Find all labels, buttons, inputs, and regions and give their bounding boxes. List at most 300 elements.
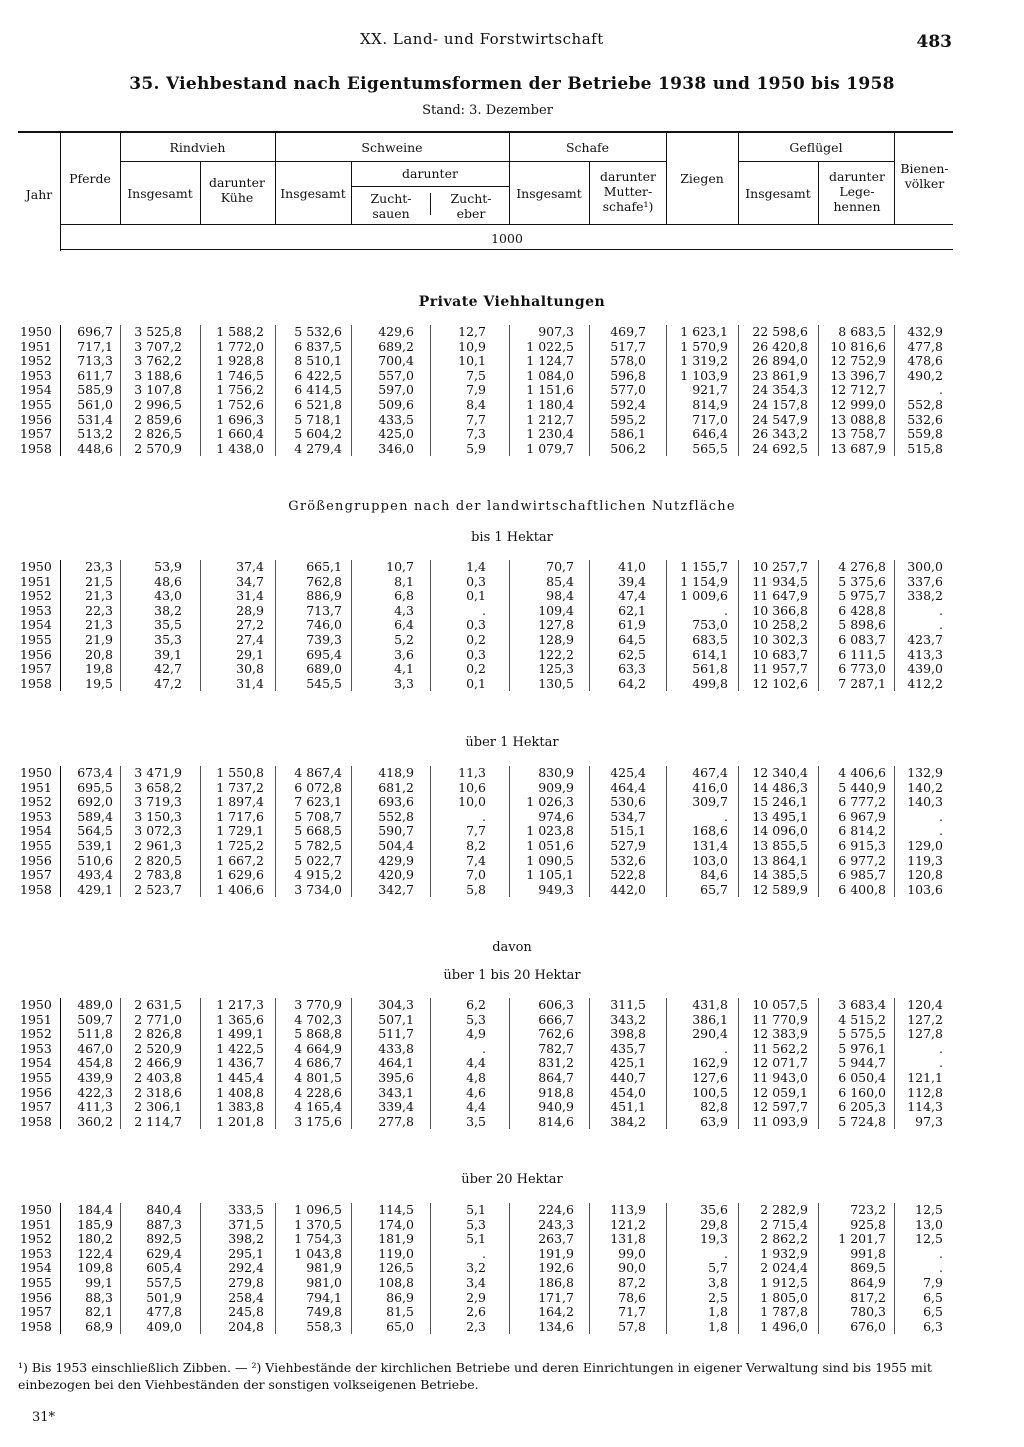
cell-schw-zuchteber: 7,9 [466,382,486,398]
cell-schw-zuchtsauen: 509,6 [378,396,414,412]
cell-jahr: 1952 [20,588,52,604]
cell-pferde: 411,3 [77,1099,113,1115]
cell-pferde: 422,3 [77,1084,113,1100]
cell-gef-legehennen: 6 428,8 [838,602,886,618]
cell-schw-zuchtsauen: 429,6 [378,324,414,339]
cell-pferde: 713,3 [77,353,113,369]
table-row [18,795,953,810]
cell-gef-insgesamt: 11 957,7 [752,661,808,677]
cell-ziegen: 561,8 [692,661,728,677]
cell-schw-zuchtsauen: 420,9 [378,867,414,883]
cell-schafe-mutterschafe: 87,2 [618,1274,646,1290]
table-row [18,1218,953,1233]
cell-bienenvoelker: 532,6 [907,411,943,427]
cell-jahr: 1951 [20,338,52,354]
cell-schw-insgesamt: 746,0 [306,617,342,633]
cell-schafe-mutterschafe: 515,1 [610,823,646,839]
cell-rind-insgesamt: 2 520,9 [134,1040,182,1056]
cell-rind-insgesamt: 2 771,0 [134,1011,182,1027]
cell-schafe-insgesamt: 85,4 [546,573,574,589]
cell-bienenvoelker: 12,5 [915,1202,943,1217]
cell-gef-insgesamt: 2 024,4 [760,1260,808,1276]
cell-schafe-mutterschafe: 78,6 [618,1289,646,1305]
table-row [18,1027,953,1042]
cell-bienenvoelker: . [939,808,943,824]
col-rind-insgesamt: Insgesamt [127,186,193,201]
cell-schw-zuchteber: 0,3 [466,573,486,589]
cell-gef-insgesamt: 10 302,3 [752,631,808,647]
cell-jahr: 1955 [20,1274,52,1290]
cell-schw-zuchtsauen: 181,9 [378,1231,414,1247]
cell-bienenvoelker: 515,8 [907,440,943,456]
col-bienenvoelker: Bienen- völker [900,161,949,191]
cell-gef-legehennen: 6 160,0 [838,1084,886,1100]
unit-label: 1000 [491,231,523,246]
cell-rind-insgesamt: 557,5 [146,1274,182,1290]
cell-pferde: 695,5 [77,779,113,795]
cell-schw-zuchteber: 3,5 [466,1113,486,1129]
col-schw-insgesamt: Insgesamt [280,186,346,201]
cell-pferde: 184,4 [77,1202,113,1217]
cell-bienenvoelker: 6,5 [923,1289,943,1305]
cell-gef-legehennen: 6 050,4 [838,1069,886,1085]
table-row [18,1232,953,1247]
cell-schafe-insgesamt: 1 084,0 [526,367,574,383]
header-divider [430,193,431,215]
cell-schw-zuchtsauen: 504,4 [378,837,414,853]
cell-rind-insgesamt: 887,3 [146,1216,182,1232]
cell-gef-insgesamt: 12 597,7 [752,1099,808,1115]
cell-rind-insgesamt: 2 826,8 [134,1026,182,1042]
header-divider [894,131,895,224]
cell-ziegen: . [724,602,728,618]
cell-schafe-mutterschafe: 57,8 [618,1318,646,1334]
table-row [18,824,953,839]
cell-gef-insgesamt: 26 420,8 [752,338,808,354]
cell-rind-insgesamt: 2 859,6 [134,411,182,427]
cell-schafe-insgesamt: 1 051,6 [526,837,574,853]
cell-schw-zuchtsauen: 277,8 [378,1113,414,1129]
cell-schw-zuchtsauen: 108,8 [378,1274,414,1290]
cell-bienenvoelker: 477,8 [907,338,943,354]
cell-gef-legehennen: 6 111,5 [838,646,886,662]
cell-jahr: 1952 [20,1231,52,1247]
cell-jahr: 1956 [20,411,52,427]
cell-schw-zuchteber: 6,2 [466,997,486,1012]
cell-schw-zuchteber: 4,9 [466,1026,486,1042]
cell-schw-insgesamt: 665,1 [306,559,342,574]
cell-rind-kuehe: 204,8 [228,1318,264,1334]
cell-schw-zuchteber: 0,1 [466,588,486,604]
cell-pferde: 21,3 [85,617,113,633]
cell-ziegen: 19,3 [700,1231,728,1247]
cell-schw-zuchtsauen: 339,4 [378,1099,414,1115]
cell-schw-zuchteber: 3,2 [466,1260,486,1276]
cell-gef-insgesamt: 24 354,3 [752,382,808,398]
cell-schw-zuchtsauen: 681,2 [378,779,414,795]
cell-schw-zuchtsauen: 700,4 [378,353,414,369]
cell-rind-insgesamt: 3 719,3 [134,794,182,810]
cell-pferde: 589,4 [77,808,113,824]
cell-gef-insgesamt: 13 495,1 [752,808,808,824]
cell-ziegen: . [724,1245,728,1261]
cell-pferde: 454,8 [77,1055,113,1071]
cell-schw-insgesamt: 3 734,0 [294,881,342,897]
cell-rind-insgesamt: 3 150,3 [134,808,182,824]
cell-bienenvoelker: 120,8 [907,867,943,883]
table-row [18,560,953,575]
cell-pferde: 493,4 [77,867,113,883]
cell-pferde: 360,2 [77,1113,113,1129]
cell-gef-legehennen: 6 777,2 [838,794,886,810]
table-row [18,383,953,398]
cell-ziegen: 162,9 [692,1055,728,1071]
table-row [18,839,953,854]
cell-rind-insgesamt: 501,9 [146,1289,182,1305]
cell-schafe-insgesamt: 666,7 [538,1011,574,1027]
cell-gef-legehennen: 12 752,9 [830,353,886,369]
table-row [18,1276,953,1291]
cell-pferde: 21,3 [85,588,113,604]
cell-gef-legehennen: 12 712,7 [830,382,886,398]
cell-pferde: 509,7 [77,1011,113,1027]
cell-schafe-mutterschafe: 577,0 [610,382,646,398]
cell-schw-insgesamt: 762,8 [306,573,342,589]
cell-schw-zuchtsauen: 4,3 [394,602,414,618]
table-row [18,1086,953,1101]
header-group-rule [120,161,275,162]
cell-rind-insgesamt: 2 826,5 [134,426,182,442]
col-schw-zuchtsauen: Zucht- sauen [370,191,412,221]
cell-schafe-mutterschafe: 62,1 [618,602,646,618]
table-row [18,369,953,384]
cell-schw-zuchtsauen: 689,2 [378,338,414,354]
table-row [18,604,953,619]
cell-gef-legehennen: 6 205,3 [838,1099,886,1115]
cell-pferde: 673,4 [77,765,113,780]
cell-jahr: 1954 [20,1055,52,1071]
cell-gef-insgesamt: 12 589,9 [752,881,808,897]
cell-schafe-mutterschafe: 41,0 [618,559,646,574]
cell-bienenvoelker: . [939,1040,943,1056]
cell-gef-legehennen: 13 687,9 [830,440,886,456]
cell-schafe-mutterschafe: 311,5 [610,997,646,1012]
cell-rind-insgesamt: 3 525,8 [134,324,182,339]
cell-rind-insgesamt: 629,4 [146,1245,182,1261]
cell-rind-insgesamt: 840,4 [146,1202,182,1217]
cell-ziegen: 416,0 [692,779,728,795]
cell-gef-insgesamt: 1 912,5 [760,1274,808,1290]
header-group-rule [275,161,509,162]
cell-gef-insgesamt: 1 496,0 [760,1318,808,1334]
cell-schw-zuchtsauen: 507,1 [378,1011,414,1027]
cell-gef-insgesamt: 14 096,0 [752,823,808,839]
cell-gef-insgesamt: 11 770,9 [752,1011,808,1027]
cell-schw-zuchteber: 1,4 [466,559,486,574]
cell-schafe-mutterschafe: 517,7 [610,338,646,354]
cell-gef-legehennen: 13 088,8 [830,411,886,427]
cell-schw-zuchtsauen: 693,6 [378,794,414,810]
page-number: 483 [916,32,952,52]
cell-schw-insgesamt: 3 175,6 [294,1113,342,1129]
header-divider [818,161,819,224]
cell-ziegen: 467,4 [692,765,728,780]
cell-rind-insgesamt: 2 318,6 [134,1084,182,1100]
data-block [18,560,953,691]
cell-schw-zuchteber: 0,3 [466,617,486,633]
cell-bienenvoelker: . [939,382,943,398]
cell-rind-kuehe: 34,7 [236,573,264,589]
cell-jahr: 1954 [20,1260,52,1276]
cell-schw-insgesamt: 689,0 [306,661,342,677]
cell-pferde: 717,1 [77,338,113,354]
cell-gef-legehennen: 1 201,7 [838,1231,886,1247]
cell-schw-zuchtsauen: 464,1 [378,1055,414,1071]
table-row [18,354,953,369]
cell-schafe-insgesamt: 98,4 [546,588,574,604]
cell-schafe-insgesamt: 1 230,4 [526,426,574,442]
table-row [18,1247,953,1262]
cell-gef-legehennen: 8 683,5 [838,324,886,339]
cell-jahr: 1950 [20,765,52,780]
cell-gef-insgesamt: 12 383,9 [752,1026,808,1042]
cell-gef-legehennen: 676,0 [850,1318,886,1334]
cell-schafe-insgesamt: 1 124,7 [526,353,574,369]
cell-rind-kuehe: 1 725,2 [216,837,264,853]
table-title: 35. Viehbestand nach Eigentumsformen der Betriebe 1938 und 1950 bis 1958 [129,74,895,94]
cell-schw-insgesamt: 545,5 [306,675,342,691]
cell-schafe-insgesamt: 130,5 [538,675,574,691]
section-title: Private Viehhaltungen [418,294,606,310]
cell-schw-zuchteber: 10,6 [458,779,486,795]
cell-schw-insgesamt: 3 770,9 [294,997,342,1012]
cell-schw-insgesamt: 4 801,5 [294,1069,342,1085]
cell-schafe-insgesamt: 122,2 [538,646,574,662]
cell-rind-insgesamt: 2 570,9 [134,440,182,456]
cell-rind-insgesamt: 409,0 [146,1318,182,1334]
cell-rind-insgesamt: 35,5 [154,617,182,633]
cell-bienenvoelker: . [939,823,943,839]
cell-schafe-mutterschafe: 113,9 [610,1202,646,1217]
cell-gef-insgesamt: 12 059,1 [752,1084,808,1100]
cell-rind-insgesamt: 3 658,2 [134,779,182,795]
cell-gef-legehennen: 5 375,6 [838,573,886,589]
cell-schafe-insgesamt: 109,4 [538,602,574,618]
cell-schw-zuchtsauen: 433,8 [378,1040,414,1056]
cell-schw-zuchteber: 7,7 [466,823,486,839]
col-rindvieh: Rindvieh [169,140,226,155]
cell-pferde: 99,1 [85,1274,113,1290]
cell-gef-insgesamt: 14 486,3 [752,779,808,795]
cell-bienenvoelker: 559,8 [907,426,943,442]
cell-rind-insgesamt: 3 107,8 [134,382,182,398]
header-bottom-rule [61,249,953,250]
header-group-rule [509,161,666,162]
cell-gef-legehennen: 4 406,6 [838,765,886,780]
cell-rind-insgesamt: 3 188,6 [134,367,182,383]
cell-schafe-mutterschafe: 61,9 [618,617,646,633]
cell-bienenvoelker: 439,0 [907,661,943,677]
cell-ziegen: 431,8 [692,997,728,1012]
table-row [18,1320,953,1335]
cell-bienenvoelker: 127,2 [907,1011,943,1027]
cell-ziegen: 921,7 [692,382,728,398]
cell-gef-insgesamt: 11 943,0 [752,1069,808,1085]
cell-pferde: 564,5 [77,823,113,839]
cell-rind-kuehe: 1 550,8 [216,765,264,780]
cell-ziegen: 499,8 [692,675,728,691]
col-gefluegel: Geflügel [789,140,843,155]
cell-schafe-insgesamt: 224,6 [538,1202,574,1217]
cell-gef-legehennen: 5 724,8 [838,1113,886,1129]
cell-ziegen: 753,0 [692,617,728,633]
cell-schw-insgesamt: 4 867,4 [294,765,342,780]
cell-pferde: 23,3 [85,559,113,574]
cell-schafe-insgesamt: 164,2 [538,1304,574,1320]
cell-bienenvoelker: . [939,1245,943,1261]
cell-schw-zuchteber: . [482,1040,486,1056]
cell-pferde: 429,1 [77,881,113,897]
cell-schw-zuchteber: . [482,602,486,618]
section-title: bis 1 Hektar [471,530,553,545]
cell-schafe-mutterschafe: 596,8 [610,367,646,383]
cell-schafe-insgesamt: 1 105,1 [526,867,574,883]
cell-gef-insgesamt: 24 692,5 [752,440,808,456]
cell-schafe-mutterschafe: 47,4 [618,588,646,604]
cell-schafe-mutterschafe: 63,3 [618,661,646,677]
cell-pferde: 109,8 [77,1260,113,1276]
table-row [18,883,953,898]
cell-schafe-insgesamt: 263,7 [538,1231,574,1247]
cell-pferde: 68,9 [85,1318,113,1334]
cell-schafe-insgesamt: 782,7 [538,1040,574,1056]
cell-ziegen: 65,7 [700,881,728,897]
cell-schafe-mutterschafe: 506,2 [610,440,646,456]
cell-schafe-insgesamt: 243,3 [538,1216,574,1232]
cell-rind-insgesamt: 2 820,5 [134,852,182,868]
cell-rind-insgesamt: 2 403,8 [134,1069,182,1085]
cell-rind-insgesamt: 38,2 [154,602,182,618]
cell-pferde: 611,7 [77,367,113,383]
cell-schw-insgesamt: 7 623,1 [294,794,342,810]
cell-schw-insgesamt: 4 228,6 [294,1084,342,1100]
table-row [18,442,953,457]
cell-pferde: 692,0 [77,794,113,810]
col-gef-legehennen: darunter Lege- hennen [829,169,885,214]
cell-schafe-mutterschafe: 454,0 [610,1084,646,1100]
cell-schw-zuchteber: 4,4 [466,1099,486,1115]
cell-schw-zuchteber: 0,1 [466,675,486,691]
cell-bienenvoelker: 6,3 [923,1318,943,1334]
cell-gef-legehennen: 5 575,5 [838,1026,886,1042]
cell-ziegen: 386,1 [692,1011,728,1027]
table-row [18,1305,953,1320]
cell-rind-kuehe: 27,4 [236,631,264,647]
cell-gef-insgesamt: 15 246,1 [752,794,808,810]
cell-rind-kuehe: 27,2 [236,617,264,633]
cell-rind-kuehe: 1 201,8 [216,1113,264,1129]
folio: 31* [32,1410,56,1425]
cell-pferde: 19,8 [85,661,113,677]
cell-gef-legehennen: 3 683,4 [838,997,886,1012]
cell-schw-zuchteber: 5,1 [466,1202,486,1217]
cell-rind-insgesamt: 3 471,9 [134,765,182,780]
cell-jahr: 1957 [20,426,52,442]
cell-schw-zuchtsauen: 65,0 [386,1318,414,1334]
section-heading: davon [492,940,532,955]
cell-schafe-mutterschafe: 451,1 [610,1099,646,1115]
cell-schafe-insgesamt: 186,8 [538,1274,574,1290]
cell-schw-zuchtsauen: 6,8 [394,588,414,604]
cell-rind-kuehe: 333,5 [228,1202,264,1217]
cell-bienenvoelker: 127,8 [907,1026,943,1042]
cell-schafe-insgesamt: 134,6 [538,1318,574,1334]
cell-schw-insgesamt: 6 521,8 [294,396,342,412]
cell-ziegen: 1 623,1 [680,324,728,339]
cell-schafe-insgesamt: 814,6 [538,1113,574,1129]
cell-schafe-insgesamt: 1 079,7 [526,440,574,456]
cell-bienenvoelker: 112,8 [907,1084,943,1100]
cell-schw-insgesamt: 749,8 [306,1304,342,1320]
cell-bienenvoelker: 412,2 [907,675,943,691]
cell-schw-zuchteber: 8,4 [466,396,486,412]
cell-schafe-mutterschafe: 534,7 [610,808,646,824]
cell-ziegen: 5,7 [708,1260,728,1276]
cell-rind-kuehe: 28,9 [236,602,264,618]
cell-schafe-insgesamt: 125,3 [538,661,574,677]
cell-jahr: 1950 [20,997,52,1012]
table-row [18,854,953,869]
cell-schafe-mutterschafe: 469,7 [610,324,646,339]
cell-gef-insgesamt: 2 282,9 [760,1202,808,1217]
cell-jahr: 1952 [20,1026,52,1042]
cell-gef-legehennen: 6 773,0 [838,661,886,677]
cell-ziegen: 63,9 [700,1113,728,1129]
cell-schafe-insgesamt: 1 180,4 [526,396,574,412]
cell-schw-insgesamt: 5 718,1 [294,411,342,427]
cell-schafe-mutterschafe: 64,2 [618,675,646,691]
cell-schw-zuchtsauen: 511,7 [378,1026,414,1042]
cell-bienenvoelker: 7,9 [923,1274,943,1290]
cell-rind-kuehe: 30,8 [236,661,264,677]
cell-schafe-insgesamt: 1 026,3 [526,794,574,810]
cell-rind-kuehe: 1 217,3 [216,997,264,1012]
cell-rind-kuehe: 29,1 [236,646,264,662]
cell-schw-zuchteber: 5,3 [466,1216,486,1232]
cell-rind-kuehe: 1 365,6 [216,1011,264,1027]
cell-schw-zuchtsauen: 346,0 [378,440,414,456]
cell-gef-insgesamt: 13 864,1 [752,852,808,868]
cell-schw-zuchteber: 7,0 [466,867,486,883]
cell-ziegen: 1 009,6 [680,588,728,604]
cell-ziegen: 168,6 [692,823,728,839]
cell-schafe-mutterschafe: 464,4 [610,779,646,795]
header-group-rule [738,161,894,162]
cell-schafe-mutterschafe: 595,2 [610,411,646,427]
cell-jahr: 1950 [20,324,52,339]
cell-ziegen: 1 155,7 [680,559,728,574]
cell-schw-insgesamt: 4 915,2 [294,867,342,883]
cell-bienenvoelker: . [939,617,943,633]
cell-rind-insgesamt: 35,3 [154,631,182,647]
cell-schw-zuchteber: . [482,808,486,824]
cell-schw-zuchteber: 11,3 [458,765,486,780]
cell-rind-insgesamt: 605,4 [146,1260,182,1276]
cell-bienenvoelker: 119,3 [907,852,943,868]
cell-jahr: 1955 [20,1069,52,1085]
cell-schw-insgesamt: 1 754,3 [294,1231,342,1247]
cell-jahr: 1956 [20,1289,52,1305]
